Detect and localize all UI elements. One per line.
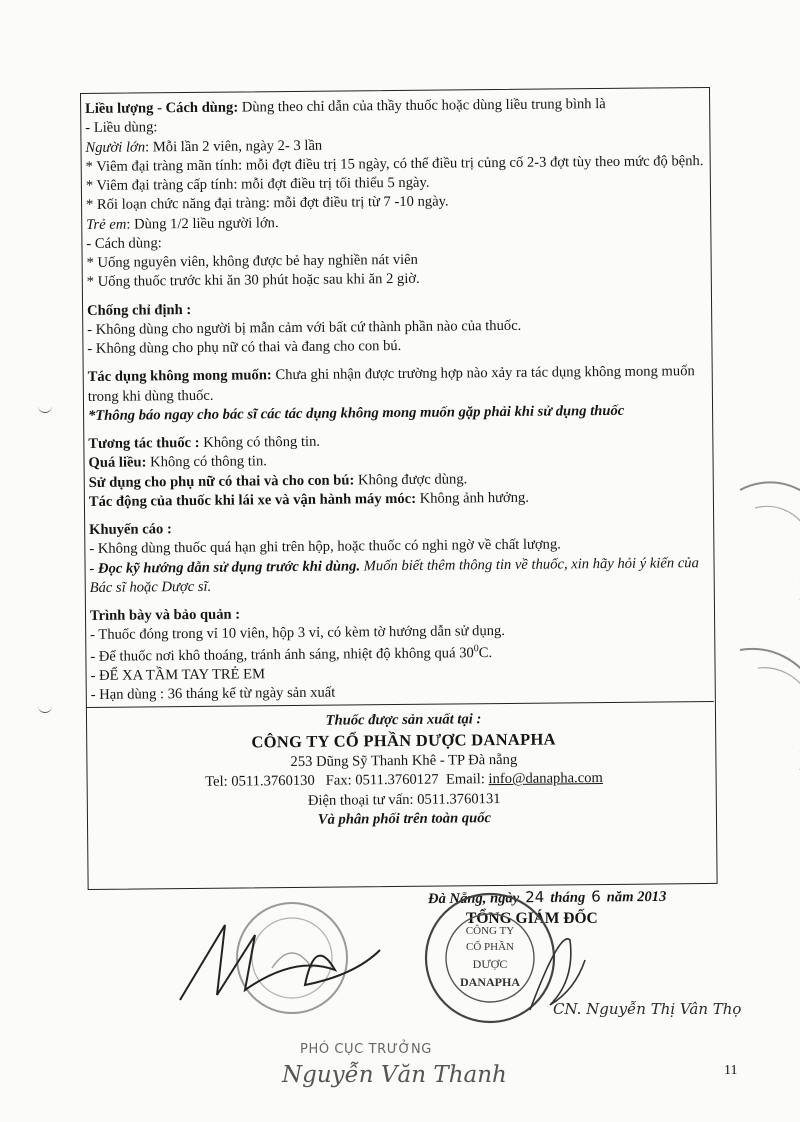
storage-unit: C.: [478, 644, 493, 661]
warning-item-2: [89, 553, 714, 597]
packaging-item-1: - Thuốc đóng trong vỉ 10 viên, hộp 3 vỉ, có kèm tờ hướng dẫn sử dụng.: [90, 623, 506, 644]
date-year: năm 2013: [606, 888, 667, 906]
colon-disorder-dose: * Rối loạn chức năng đại tràng: mỗi đợt điều trị từ 7 -10 ngày.: [85, 193, 449, 214]
dose-label: - Liều dùng:: [85, 119, 158, 137]
seal-text-1: CÔNG TY: [465, 925, 515, 937]
chronic-colitis-dose: * Viêm đại tràng mãn tính: mỗi đợt điều trị 15 ngày, có thể điều trị củng cố 2-3 đợt tùy theo mức độ bệnh.: [85, 152, 704, 175]
seal-text-4: DANAPHA: [460, 975, 520, 989]
manufacturer-email-label: Email:: [445, 771, 485, 788]
manufacturer-hotline: Điện thoại tư vấn: 0511.3760131: [307, 790, 501, 809]
overdose-heading: Quá liều:: [88, 454, 147, 472]
side-effects-text: Chưa ghi nhận được trường hợp nào xảy ra tác dụng không mong muốn trong khi dùng thuốc.: [87, 363, 695, 405]
partial-stamp-upper-right: [720, 480, 800, 600]
usage-item-2: * Uống thuốc trước khi ăn 30 phút hoặc sau khi ăn 2 giờ.: [86, 271, 420, 291]
contraindication-item-2: - Không dùng cho phụ nữ có thai và đang cho con bú.: [87, 337, 402, 357]
packaging-heading: Trình bày và bảo quản :: [89, 606, 241, 624]
storage-degree: 0: [473, 642, 479, 654]
overdose-text: Không có thông tin.: [150, 453, 267, 471]
page-number: 11: [724, 1063, 738, 1078]
manufacturer-address: 253 Dũng Sỹ Thanh Khê - TP Đà nẵng: [290, 752, 518, 771]
partial-stamp-lower-right: [730, 640, 800, 770]
storage-text: - Để thuốc nơi khô thoáng, tránh ánh sáng, nhiệt độ không quá 30: [90, 644, 474, 665]
packaging-item-3: - ĐỂ XA TẦM TAY TRẺ EM: [90, 665, 266, 684]
punch-hole-bottom: [38, 702, 52, 713]
packaging-item-4: - Hạn dùng : 36 tháng kể từ ngày sản xuất: [90, 684, 336, 703]
child-dose: : Dùng 1/2 liều người lớn.: [126, 214, 279, 233]
manufacturer-fax: Fax: 0511.3760127: [325, 772, 439, 790]
contraindication-heading: Chống chỉ định :: [86, 301, 192, 319]
acute-colitis-dose: * Viêm đại tràng cấp tính: mỗi đợt điều trị tối thiểu 5 ngày.: [85, 174, 430, 194]
side-effects-notice: *Thông báo ngay cho bác sĩ các tác dụng không mong muốn gặp phải khi sử dụng thuốc: [87, 402, 625, 424]
punch-hole-top: [38, 402, 52, 413]
handwritten-signature-left: [165, 915, 385, 1015]
pregnancy-heading: Sử dụng cho phụ nữ có thai và cho con bú:: [88, 471, 355, 491]
manufacturer-label: Thuốc được sản xuất tại :: [325, 711, 482, 729]
director-name: CN. Nguyễn Thị Vân Thọ: [553, 1000, 742, 1018]
vice-director-name: Nguyễn Văn Thanh: [282, 1062, 507, 1088]
manufacturer-email-link[interactable]: info@danapha.com: [488, 770, 603, 788]
usage-item-1: * Uống nguyên viên, không được bẻ hay nghiền nát viên: [86, 251, 418, 271]
pregnancy-text: Không được dùng.: [357, 470, 468, 488]
adult-label: Người lớn: [85, 138, 146, 156]
driving-heading: Tác động của thuốc khi lái xe và vận hành máy móc:: [88, 490, 417, 510]
manufacturer-tel: Tel: 0511.3760130: [205, 773, 315, 791]
vice-director-title: PHÓ CỤC TRƯỞNG: [300, 1042, 432, 1057]
leaflet-content: [85, 94, 717, 832]
date-month: 6: [591, 887, 601, 906]
director-title: TỔNG GIÁM ĐỐC: [466, 910, 598, 927]
usage-label: - Cách dùng:: [86, 235, 162, 252]
side-effects-heading: Tác dụng không mong muốn:: [87, 367, 272, 386]
contraindication-item-1: - Không dùng cho người bị mẫn cảm với bất cứ thành phần nào của thuốc.: [87, 317, 522, 338]
date-month-label: tháng: [550, 889, 586, 906]
dosage-intro: Dùng theo chỉ dẫn của thầy thuốc hoặc dùng liều trung bình là: [241, 96, 606, 116]
interaction-text: Không có thông tin.: [203, 433, 321, 451]
adult-dose: : Mỗi lần 2 viên, ngày 2- 3 lần: [145, 137, 323, 155]
warning-heading: Khuyến cáo :: [89, 521, 172, 538]
seal-text-3: DƯỢC: [472, 957, 508, 971]
warning-item-2-bold: - Đọc kỹ hướng dẫn sử dụng trước khi dùng.: [89, 557, 361, 577]
date-day: 24: [525, 888, 545, 907]
warning-item-1: - Không dùng thuốc quá hạn ghi trên hộp, hoặc thuốc có nghi ngờ về chất lượng.: [89, 536, 561, 558]
date-prefix: Đà Nẵng, ngày: [427, 890, 520, 908]
seal-text-2: CỔ PHẦN: [466, 941, 514, 953]
manufacturer-distribution: Và phân phối trên toàn quốc: [317, 810, 492, 828]
interaction-heading: Tương tác thuốc :: [88, 434, 200, 452]
warning-item-2-rest: Muốn biết thêm thông tin về thuốc, xin hãy hỏi ý kiến của Bác sĩ hoặc Dược sĩ.: [89, 554, 699, 596]
driving-text: Không ảnh hưởng.: [419, 489, 530, 507]
child-label: Trẻ em: [86, 216, 127, 233]
dosage-heading: Liều lượng - Cách dùng:: [85, 99, 239, 117]
manufacturer-company: CÔNG TY CỔ PHẦN DƯỢC DANAPHA: [251, 729, 556, 752]
side-effects-paragraph: [88, 362, 713, 406]
